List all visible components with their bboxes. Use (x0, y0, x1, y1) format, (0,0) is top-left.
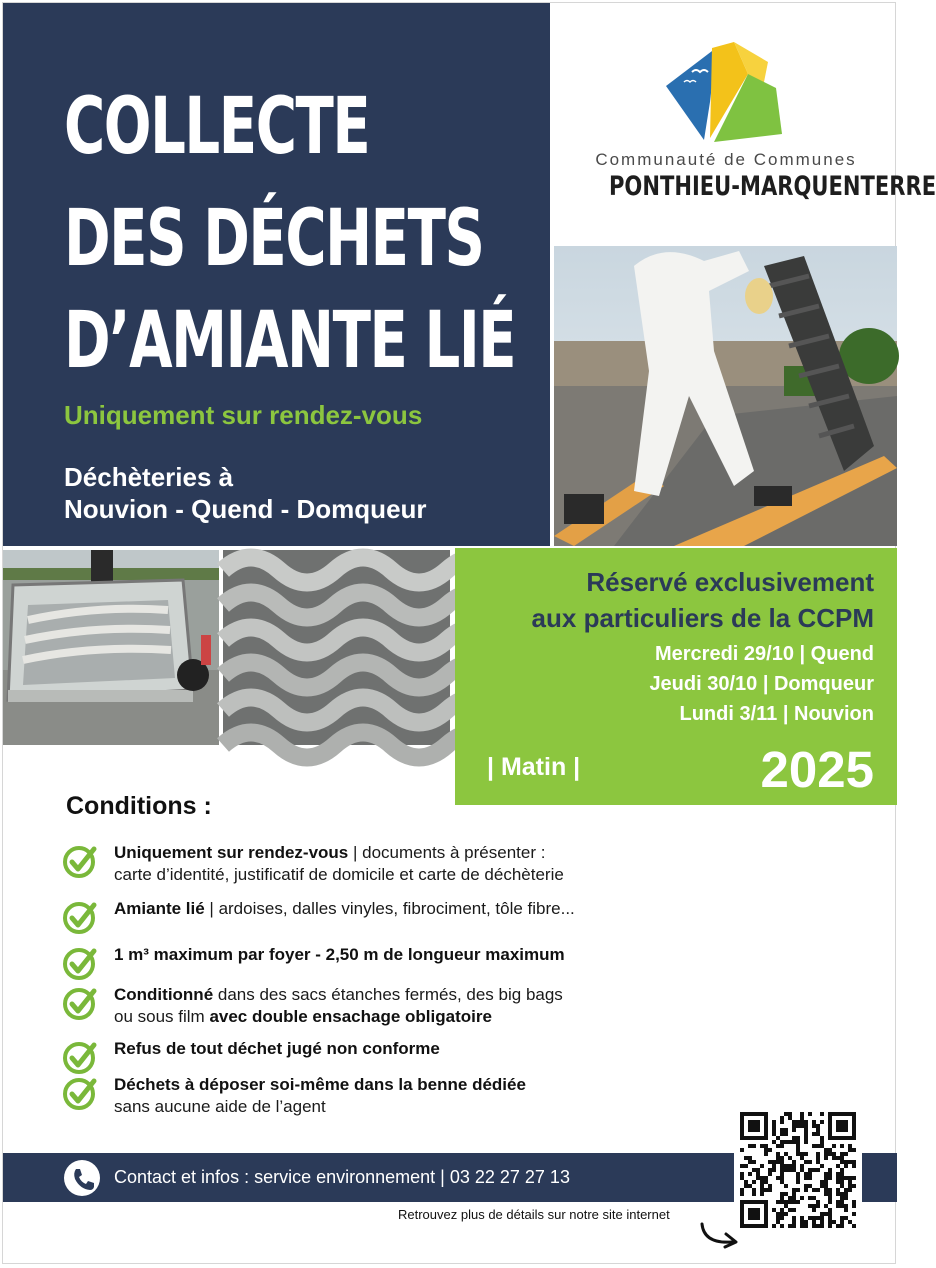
website-note: Retrouvez plus de détails sur notre site internet (398, 1207, 670, 1222)
condition-2-bold: Amiante lié (114, 899, 205, 918)
sites-line-1: Déchèteries à (64, 462, 234, 492)
photo-worker-roof (554, 246, 897, 546)
date-line-3: Lundi 3/11 | Nouvion (679, 703, 874, 725)
photo-trailer (3, 550, 219, 745)
check-icon (62, 1038, 100, 1076)
condition-5-bold: Refus de tout déchet jugé non conforme (114, 1039, 440, 1058)
condition-4-line2-bold: avec double ensachage obligatoire (209, 1007, 492, 1026)
condition-6-line2: sans aucune aide de l’agent (114, 1097, 326, 1116)
condition-4-line2: ou sous film (114, 1007, 210, 1026)
condition-1-line2: carte d’identité, justificatif de domicile et carte de déchèterie (114, 865, 564, 884)
logo-text-name: PONTHIEU-MARQUENTERRE (609, 171, 936, 202)
condition-2-rest: | ardoises, dalles vinyles, fibrociment, tôle fibre... (204, 899, 575, 918)
phone-icon (64, 1160, 100, 1196)
condition-6-bold: Déchets à déposer soi-même dans la benne dédiée (114, 1075, 526, 1094)
date-line-1: Mercredi 29/10 | Quend (654, 643, 874, 665)
check-icon (62, 842, 100, 880)
contact-info: Contact et infos : service environnement | 03 22 27 27 13 (114, 1167, 570, 1187)
condition-1-rest: | documents à présenter : (348, 843, 546, 862)
condition-1-bold: Uniquement sur rendez-vous (114, 843, 349, 862)
year: 2025 (760, 741, 874, 798)
check-icon (62, 984, 100, 1022)
date-line-2: Jeudi 30/10 | Domqueur (649, 673, 874, 695)
title-line-2: DES DÉCHETS (64, 194, 484, 284)
subtitle: Uniquement sur rendez-vous (64, 400, 423, 430)
reserve-line-2: aux particuliers de la CCPM (531, 603, 874, 633)
title-line-3: D’AMIANTE LIÉ (64, 296, 516, 386)
check-icon (62, 898, 100, 936)
qr-code[interactable] (734, 1108, 862, 1232)
conditions-title: Conditions : (66, 792, 212, 820)
condition-3-bold: 1 m³ maximum par foyer - 2,50 m de longueur maximum (114, 945, 565, 964)
period-label: | Matin | (487, 753, 581, 781)
condition-4-rest: dans des sacs étanches fermés, des big bags (213, 985, 563, 1004)
logo-text-community: Communauté de Communes (595, 150, 857, 169)
check-icon (62, 944, 100, 982)
photo-asbestos-sheets (223, 550, 450, 745)
check-icon (62, 1074, 100, 1112)
title-line-1: COLLECTE (64, 82, 370, 172)
condition-4-bold: Conditionné (114, 985, 214, 1004)
sites-line-2: Nouvion - Quend - Domqueur (64, 494, 427, 524)
reserve-line-1: Réservé exclusivement (586, 567, 874, 597)
logo-icon (664, 42, 784, 146)
curved-arrow-icon (698, 1220, 744, 1250)
